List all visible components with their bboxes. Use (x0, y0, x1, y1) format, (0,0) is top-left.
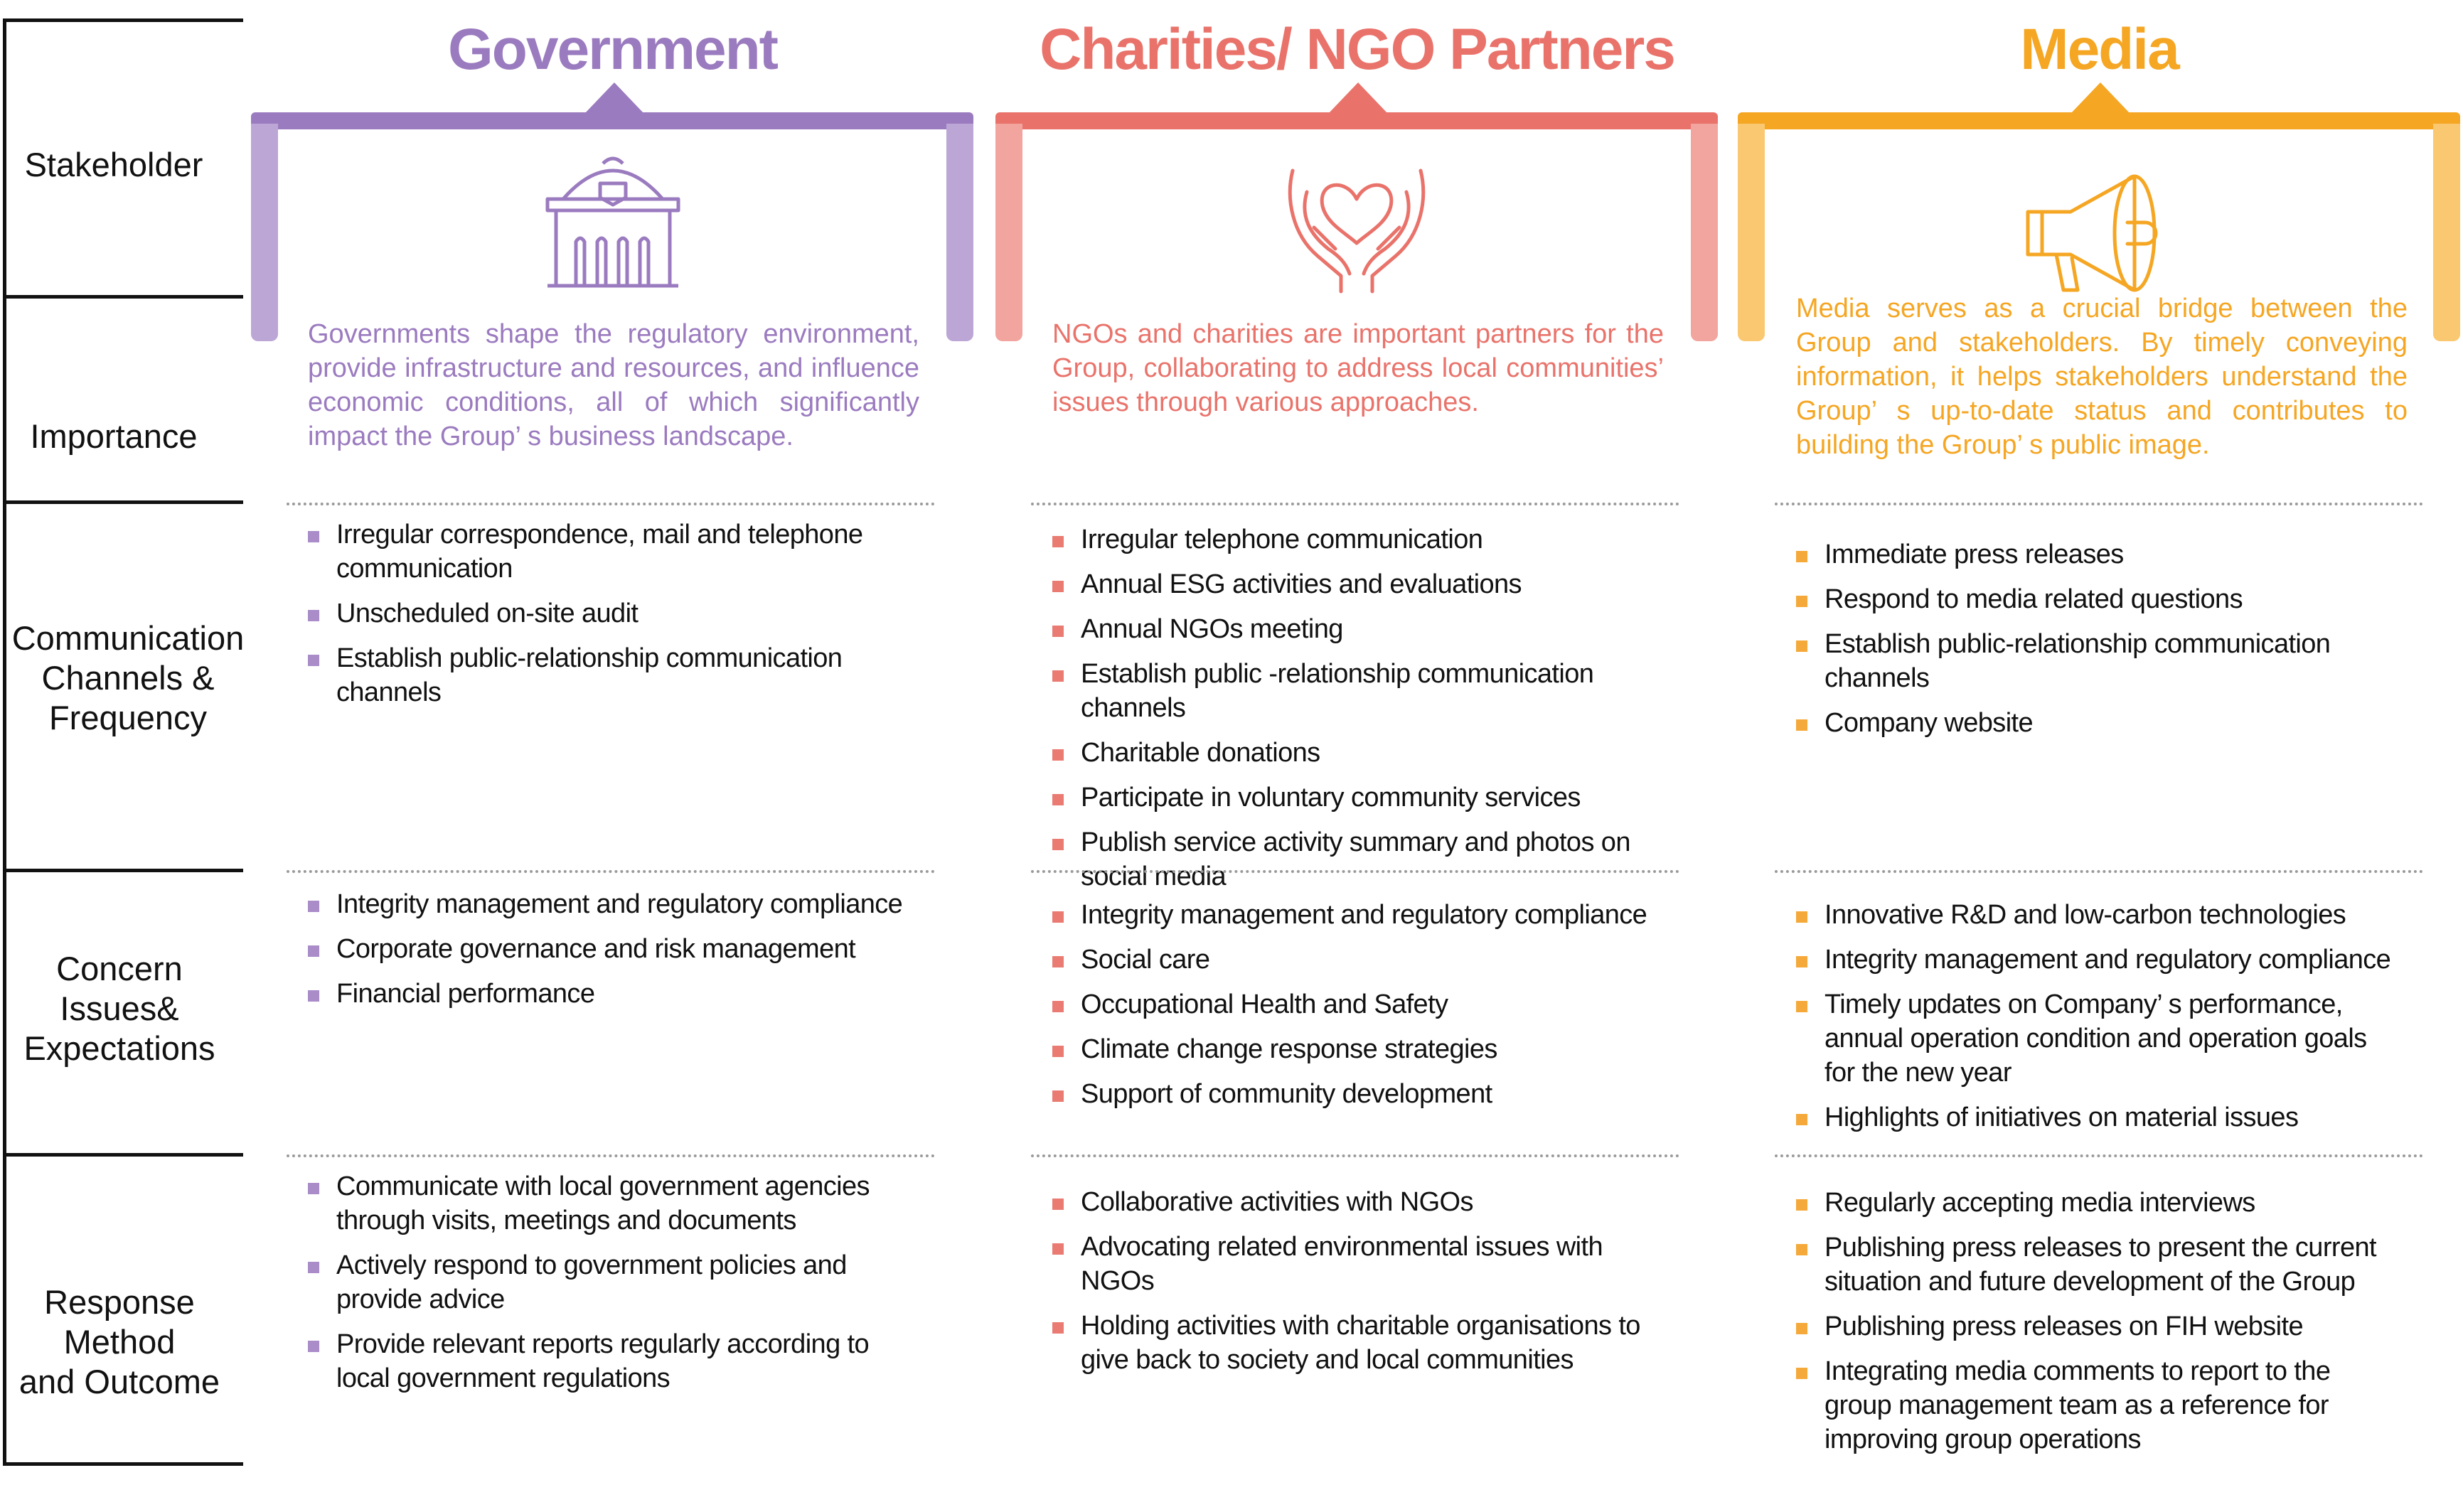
list-item: Communicate with local government agencies through visits, meetings and documents (308, 1169, 905, 1238)
bullet-icon (1052, 794, 1064, 805)
list-item: Participate in voluntary community services (1052, 781, 1664, 815)
row-label-importance: Importance (30, 417, 198, 455)
list-item: Innovative R&D and low-carbon technologies (1796, 898, 2400, 932)
list-item: Unscheduled on-site audit (308, 596, 919, 631)
government-channels-list (308, 518, 919, 720)
section-divider (1775, 870, 2423, 873)
bracket-notch (2071, 82, 2130, 114)
list-item: Support of community development (1052, 1077, 1664, 1111)
importance-ngo: NGOs and charities are important partners for the Group, collaborating to address local communities’ issues through various approaches. (1052, 319, 1664, 417)
list-item: Social care (1052, 943, 1664, 977)
bullet-icon (1796, 1001, 1807, 1012)
bullet-icon (308, 1262, 319, 1273)
bullet-icon (1796, 551, 1807, 562)
list-item: Advocating related environmental issues with NGOs (1052, 1230, 1650, 1298)
bracket-leg (946, 124, 973, 341)
bullet-icon (308, 1183, 319, 1194)
bullet-icon (1796, 956, 1807, 967)
bullet-icon (1796, 1244, 1807, 1255)
list-item: Occupational Health and Safety (1052, 987, 1664, 1022)
bullet-icon (1052, 1046, 1064, 1057)
list-item: Regularly accepting media interviews (1796, 1186, 2379, 1220)
list-item: Integrity management and regulatory compliance (1052, 898, 1664, 932)
bullet-icon (308, 990, 319, 1002)
bullet-icon (1052, 1322, 1064, 1334)
list-item: Publishing press releases on FIH website (1796, 1309, 2379, 1344)
section-divider (287, 1154, 935, 1157)
ngo-channels-list (1052, 522, 1664, 904)
bullet-icon (1052, 626, 1064, 637)
list-item: Immediate press releases (1796, 537, 2408, 572)
bracket-bar (251, 112, 973, 129)
section-divider (1775, 503, 2423, 505)
megaphone-icon (2021, 155, 2177, 304)
row-label-stakeholder: Stakeholder (24, 146, 203, 183)
bullet-icon (1052, 839, 1064, 850)
media-response-list (1796, 1186, 2379, 1467)
row-label-response: Response Method and Outcome (18, 1283, 220, 1400)
row-divider (3, 295, 243, 299)
row-divider (3, 1153, 243, 1157)
section-divider (287, 503, 935, 505)
bullet-icon (308, 655, 319, 666)
list-item: Irregular correspondence, mail and telephone communication (308, 518, 919, 586)
list-item: Provide relevant reports regularly according to local government regulations (308, 1327, 905, 1395)
row-divider (3, 500, 243, 504)
section-divider (1031, 503, 1679, 505)
bullet-icon (1796, 1368, 1807, 1379)
government-concerns-list (308, 887, 919, 1022)
ngo-response-list (1052, 1185, 1650, 1388)
row-label-channels: Communication Channels & Frequency (11, 619, 245, 736)
importance-media: Media serves as a crucial bridge between the Group and stakeholders. By timely conveying information, it helps stakeholders understand the Group’ s up-to-date status and contributes to building the Group’ s public image. (1796, 294, 2408, 460)
bullet-icon (1796, 640, 1807, 652)
government-response-list (308, 1169, 905, 1406)
column-title-ngo: Charities/ NGO Partners (1040, 17, 1674, 82)
bullet-icon (1796, 911, 1807, 923)
list-item: Annual NGOs meeting (1052, 612, 1664, 646)
list-item: Integrity management and regulatory compliance (308, 887, 919, 921)
section-divider (287, 870, 935, 873)
bullet-icon (308, 1341, 319, 1352)
bullet-icon (308, 901, 319, 912)
list-item: Actively respond to government policies and provide advice (308, 1248, 905, 1317)
bullet-icon (1052, 1243, 1064, 1255)
list-item: Financial performance (308, 977, 919, 1011)
bullet-icon (1052, 1090, 1064, 1102)
bullet-icon (1052, 1001, 1064, 1012)
bullet-icon (1052, 581, 1064, 592)
list-item: Establish public -relationship communication channels (1052, 657, 1664, 725)
bracket-notch (584, 82, 644, 114)
importance-government: Governments shape the regulatory environment, provide infrastructure and resources, and influence economic conditions, all of which significantly impact the Group’ s business landscape. (308, 319, 919, 451)
bullet-icon (1052, 911, 1064, 923)
row-divider (3, 18, 243, 22)
bullet-icon (1052, 1199, 1064, 1210)
section-divider (1775, 1154, 2423, 1157)
list-item: Company website (1796, 706, 2408, 740)
row-divider (3, 869, 243, 872)
bracket-leg (1691, 124, 1718, 341)
list-item: Irregular telephone communication (1052, 522, 1664, 557)
list-item: Publishing press releases to present the current situation and future development of the Group (1796, 1230, 2379, 1299)
bracket-leg (995, 124, 1022, 341)
bullet-icon (1796, 596, 1807, 607)
column-title-media: Media (2020, 17, 2179, 82)
ngo-concerns-list (1052, 898, 1664, 1122)
section-divider (1031, 870, 1679, 873)
bullet-icon (1796, 1114, 1807, 1125)
media-concerns-list (1796, 898, 2400, 1145)
list-item: Corporate governance and risk management (308, 932, 919, 966)
bracket-bar (995, 112, 1718, 129)
bracket-leg (251, 124, 278, 341)
list-item: Highlights of initiatives on material issues (1796, 1100, 2400, 1135)
bullet-icon (308, 610, 319, 621)
list-item: Timely updates on Company’ s performance, annual operation condition and operation goals for the new year (1796, 987, 2400, 1090)
bracket-leg (2433, 124, 2460, 341)
bullet-icon (308, 531, 319, 542)
bullet-icon (1052, 956, 1064, 967)
bracket-leg (1738, 124, 1765, 341)
row-divider (3, 1462, 243, 1466)
list-item: Establish public-relationship communication channels (1796, 627, 2408, 695)
bracket-bar (1738, 112, 2460, 129)
column-title-government: Government (448, 17, 777, 82)
row-label-concerns: Concern Issues& Expectations (23, 950, 215, 1067)
bullet-icon (1052, 670, 1064, 682)
hands-heart-icon (1278, 149, 1435, 299)
list-item: Integrity management and regulatory compliance (1796, 943, 2400, 977)
bullet-icon (1052, 749, 1064, 761)
list-item: Holding activities with charitable organisations to give back to society and local communities (1052, 1309, 1650, 1377)
row-label-border (3, 18, 6, 1465)
list-item: Establish public-relationship communication channels (308, 641, 919, 709)
bracket-notch (1328, 82, 1388, 114)
list-item: Publish service activity summary and photos on social media (1052, 825, 1664, 894)
media-channels-list (1796, 537, 2408, 751)
bullet-icon (1796, 1199, 1807, 1211)
list-item: Climate change response strategies (1052, 1032, 1664, 1066)
list-item: Respond to media related questions (1796, 582, 2408, 616)
bullet-icon (1796, 1323, 1807, 1334)
list-item: Integrating media comments to report to the group management team as a reference for improving group operations (1796, 1354, 2379, 1457)
government-building-icon (535, 149, 691, 299)
list-item: Collaborative activities with NGOs (1052, 1185, 1650, 1219)
bullet-icon (1796, 719, 1807, 731)
bullet-icon (1052, 536, 1064, 547)
list-item: Charitable donations (1052, 736, 1664, 770)
section-divider (1031, 1154, 1679, 1157)
bullet-icon (308, 945, 319, 957)
list-item: Annual ESG activities and evaluations (1052, 567, 1664, 601)
